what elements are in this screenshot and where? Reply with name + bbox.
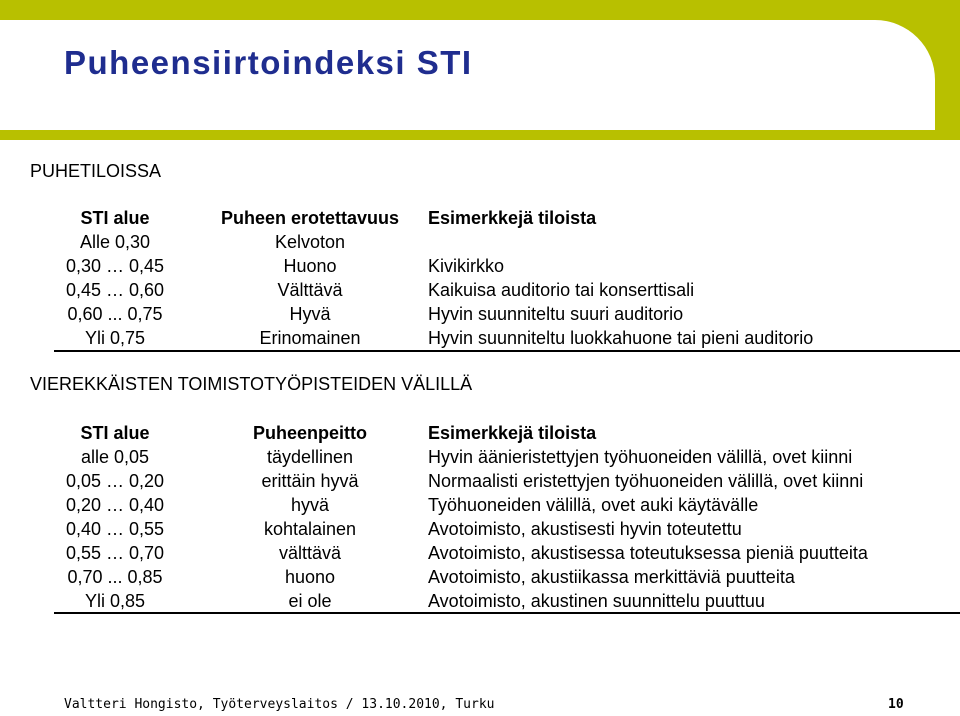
cell-sti: alle 0,05 xyxy=(80,447,150,467)
cell-rating: Huono xyxy=(283,256,337,276)
header-esimerkkeja: Esimerkkejä tiloista xyxy=(428,208,597,228)
cell-example: Avotoimisto, akustisesti hyvin toteutettu xyxy=(428,519,742,539)
cell-example: Avotoimisto, akustiikassa merkittäviä puutteita xyxy=(428,567,795,587)
cell-sti: Yli 0,75 xyxy=(84,328,146,348)
cell-sti: Alle 0,30 xyxy=(79,232,151,252)
cell-rating: Hyvä xyxy=(289,304,331,324)
cell-example: Kaikuisa auditorio tai konserttisali xyxy=(428,280,695,300)
table-bottom-rule xyxy=(54,612,960,614)
cell-rating: erittäin hyvä xyxy=(261,471,359,491)
header-esimerkkeja: Esimerkkejä tiloista xyxy=(428,423,597,443)
cell-sti: 0,45 … 0,60 xyxy=(65,280,165,300)
table-row xyxy=(0,254,960,278)
header-puheen-erotettavuus: Puheen erotettavuus xyxy=(220,208,400,228)
cell-rating: huono xyxy=(284,567,336,587)
table-row xyxy=(0,278,960,302)
table-row xyxy=(0,302,960,326)
table-row xyxy=(0,230,960,254)
table-header-row xyxy=(0,206,960,230)
table-toimistot xyxy=(0,421,960,613)
table-row xyxy=(0,565,960,589)
cell-sti: 0,60 ... 0,75 xyxy=(67,304,163,324)
section-heading-puhetiloissa: PUHETILOISSA xyxy=(30,161,162,181)
table-row xyxy=(0,326,960,350)
cell-rating: välttävä xyxy=(278,543,342,563)
cell-rating: Välttävä xyxy=(277,280,343,300)
cell-example: Avotoimisto, akustinen suunnittelu puuttuu xyxy=(428,591,765,611)
table-row xyxy=(0,517,960,541)
cell-sti: 0,30 … 0,45 xyxy=(65,256,165,276)
table-bottom-rule xyxy=(54,350,960,352)
cell-rating: hyvä xyxy=(290,495,330,515)
table-row xyxy=(0,469,960,493)
table-header-row xyxy=(0,421,960,445)
cell-example: Hyvin suunniteltu luokkahuone tai pieni auditorio xyxy=(428,328,814,348)
cell-rating: kohtalainen xyxy=(263,519,357,539)
cell-example: Normaalisti eristettyjen työhuoneiden välillä, ovet kiinni xyxy=(428,471,864,491)
cell-sti: 0,05 … 0,20 xyxy=(65,471,165,491)
page-number: 10 xyxy=(888,697,904,712)
table-puhetiloissa xyxy=(0,206,960,350)
cell-example: Avotoimisto, akustisessa toteutuksessa pieniä puutteita xyxy=(428,543,868,563)
table-row xyxy=(0,493,960,517)
section-heading-vierekkaiset: VIEREKKÄISTEN TOIMISTOTYÖPISTEIDEN VÄLILLÄ xyxy=(30,374,473,394)
table-row xyxy=(0,445,960,469)
table-row xyxy=(0,541,960,565)
cell-sti: Yli 0,85 xyxy=(84,591,146,611)
table-row xyxy=(0,589,960,613)
cell-example: Hyvin äänieristettyjen työhuoneiden välillä, ovet kiinni xyxy=(428,447,853,467)
cell-sti: 0,20 … 0,40 xyxy=(65,495,165,515)
cell-sti: 0,40 … 0,55 xyxy=(65,519,165,539)
header-sti-alue: STI alue xyxy=(80,208,150,228)
cell-rating: Kelvoton xyxy=(274,232,346,252)
cell-example: Hyvin suunniteltu suuri auditorio xyxy=(428,304,684,324)
header-sti-alue: STI alue xyxy=(80,423,150,443)
cell-rating: Erinomainen xyxy=(259,328,361,348)
cell-example: Työhuoneiden välillä, ovet auki käytävälle xyxy=(428,495,759,515)
cell-rating: ei ole xyxy=(288,591,332,611)
cell-rating: täydellinen xyxy=(266,447,354,467)
cell-sti: 0,55 … 0,70 xyxy=(65,543,165,563)
slide-title: Puheensiirtoindeksi STI xyxy=(64,44,473,81)
cell-example: Kivikirkko xyxy=(428,256,505,276)
footer-credit: Valtteri Hongisto, Työterveyslaitos / 13.10.2010, Turku xyxy=(64,697,495,712)
header-puheenpeitto: Puheenpeitto xyxy=(252,423,367,443)
cell-sti: 0,70 ... 0,85 xyxy=(67,567,163,587)
